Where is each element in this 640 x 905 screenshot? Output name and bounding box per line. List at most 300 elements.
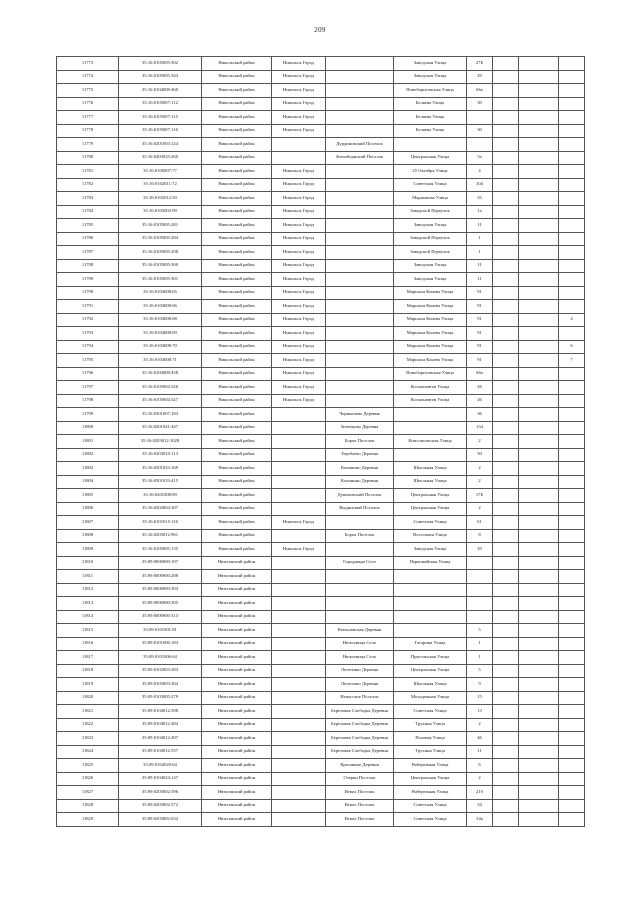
settlement-cell <box>326 340 394 354</box>
table-row <box>57 502 585 516</box>
flat-cell <box>559 583 585 597</box>
city-cell <box>272 678 326 692</box>
extra-cell <box>519 610 559 624</box>
table-row <box>57 84 585 98</box>
table-row <box>57 273 585 287</box>
flat-cell <box>559 489 585 503</box>
table-row <box>57 610 585 624</box>
house-cell: 2 <box>467 772 493 786</box>
district-cell: Никольский район <box>202 327 272 341</box>
house-cell: 104 <box>467 178 493 192</box>
district-cell: Никольский район <box>202 70 272 84</box>
cadastral-number-cell: 35:16:0104008:65 <box>119 286 202 300</box>
settlement-cell <box>326 313 394 327</box>
extra-cell <box>519 772 559 786</box>
extra-cell <box>519 273 559 287</box>
extra-cell <box>519 624 559 638</box>
record-number-cell: 11808 <box>57 529 119 543</box>
building-cell <box>493 313 519 327</box>
building-cell <box>493 745 519 759</box>
flat-cell <box>559 408 585 422</box>
table-row <box>57 340 585 354</box>
house-cell: 1 <box>467 232 493 246</box>
city-cell <box>272 448 326 462</box>
flat-cell <box>559 165 585 179</box>
district-cell: Нюксенский район <box>202 786 272 800</box>
cadastral-number-cell: 35:09:0104024:147 <box>119 772 202 786</box>
extra-cell <box>519 691 559 705</box>
flat-cell <box>559 624 585 638</box>
extra-cell <box>519 516 559 530</box>
building-cell <box>493 259 519 273</box>
street-cell: Набережная Улица <box>394 786 467 800</box>
street-cell: Беляева Улица <box>394 124 467 138</box>
settlement-cell <box>326 273 394 287</box>
record-number-cell: 11804 <box>57 475 119 489</box>
extra-cell <box>519 97 559 111</box>
table-row <box>57 705 585 719</box>
settlement-cell <box>326 610 394 624</box>
city-cell <box>272 651 326 665</box>
building-cell <box>493 57 519 71</box>
extra-cell <box>519 178 559 192</box>
district-cell: Никольский район <box>202 367 272 381</box>
settlement-cell: Нюксеница Село <box>326 651 394 665</box>
city-cell <box>272 151 326 165</box>
record-number-cell: 11780 <box>57 151 119 165</box>
city-cell: Никольск Город <box>272 70 326 84</box>
street-cell: Советская Улица <box>394 705 467 719</box>
extra-cell <box>519 57 559 71</box>
extra-cell <box>519 502 559 516</box>
flat-cell <box>559 543 585 557</box>
record-number-cell: 11795 <box>57 354 119 368</box>
street-cell: Заводской Переулок <box>394 232 467 246</box>
extra-cell <box>519 732 559 746</box>
flat-cell <box>559 138 585 152</box>
extra-cell <box>519 286 559 300</box>
settlement-cell <box>326 57 394 71</box>
house-cell: 9 <box>467 678 493 692</box>
building-cell <box>493 664 519 678</box>
flat-cell <box>559 435 585 449</box>
city-cell <box>272 475 326 489</box>
record-number-cell: 11791 <box>57 300 119 314</box>
record-number-cell: 11823 <box>57 732 119 746</box>
street-cell: Центральная Улица <box>394 489 467 503</box>
building-cell <box>493 151 519 165</box>
cadastral-number-cell: 35:16:0103003:99 <box>119 205 202 219</box>
extra-cell <box>519 799 559 813</box>
extra-cell <box>519 84 559 98</box>
registry-table <box>56 56 585 827</box>
cadastral-number-cell: 35:09:0000000:305 <box>119 597 202 611</box>
city-cell <box>272 813 326 827</box>
settlement-cell <box>326 381 394 395</box>
table-row <box>57 489 585 503</box>
settlement-cell <box>326 192 394 206</box>
city-cell: Никольск Город <box>272 124 326 138</box>
district-cell: Никольский район <box>202 489 272 503</box>
house-cell: 2 <box>467 475 493 489</box>
flat-cell <box>559 259 585 273</box>
cadastral-number-cell: 35:16:0105007:116 <box>119 124 202 138</box>
street-cell: Советская Улица <box>394 516 467 530</box>
building-cell <box>493 435 519 449</box>
house-cell: 4 <box>467 165 493 179</box>
settlement-cell <box>326 300 394 314</box>
record-number-cell: 11811 <box>57 570 119 584</box>
house-cell <box>467 138 493 152</box>
district-cell: Никольский район <box>202 529 272 543</box>
table-row <box>57 192 585 206</box>
building-cell <box>493 759 519 773</box>
extra-cell <box>519 678 559 692</box>
city-cell: Никольск Город <box>272 57 326 71</box>
city-cell: Никольск Город <box>272 259 326 273</box>
record-number-cell: 11778 <box>57 124 119 138</box>
street-cell: Космонавтов Улица <box>394 394 467 408</box>
record-number-cell: 11813 <box>57 597 119 611</box>
district-cell: Никольский район <box>202 340 272 354</box>
settlement-cell: Игмас Поселок <box>326 813 394 827</box>
street-cell: Маршала Конева Улица <box>394 340 467 354</box>
house-cell: 5а <box>467 151 493 165</box>
house-cell <box>467 570 493 584</box>
extra-cell <box>519 354 559 368</box>
district-cell: Никольский район <box>202 462 272 476</box>
extra-cell <box>519 408 559 422</box>
district-cell: Никольский район <box>202 273 272 287</box>
house-cell: 26 <box>467 381 493 395</box>
street-cell: Заводская Улица <box>394 219 467 233</box>
extra-cell <box>519 813 559 827</box>
city-cell <box>272 408 326 422</box>
street-cell <box>394 448 467 462</box>
record-number-cell: 11802 <box>57 448 119 462</box>
city-cell <box>272 705 326 719</box>
cadastral-number-cell: 35:16:0105004:326 <box>119 381 202 395</box>
district-cell: Нюксенский район <box>202 624 272 638</box>
building-cell <box>493 165 519 179</box>
house-cell: 1 <box>467 637 493 651</box>
table-row <box>57 718 585 732</box>
street-cell: 25 Октября Улица <box>394 165 467 179</box>
table-row <box>57 516 585 530</box>
cadastral-number-cell: 35:16:0105005:135 <box>119 543 202 557</box>
settlement-cell: Городищна Село <box>326 556 394 570</box>
house-cell: 34а <box>467 813 493 827</box>
building-cell <box>493 516 519 530</box>
record-number-cell: 11777 <box>57 111 119 125</box>
record-number-cell: 11827 <box>57 786 119 800</box>
district-cell: Никольский район <box>202 435 272 449</box>
flat-cell <box>559 381 585 395</box>
building-cell <box>493 205 519 219</box>
record-number-cell: 11800 <box>57 421 119 435</box>
city-cell: Никольск Город <box>272 313 326 327</box>
house-cell: 5 <box>467 664 493 678</box>
building-cell <box>493 300 519 314</box>
building-cell <box>493 705 519 719</box>
flat-cell <box>559 705 585 719</box>
record-number-cell: 11819 <box>57 678 119 692</box>
building-cell <box>493 637 519 651</box>
district-cell: Никольский район <box>202 543 272 557</box>
record-number-cell: 11798 <box>57 394 119 408</box>
building-cell <box>493 772 519 786</box>
house-cell <box>467 597 493 611</box>
house-cell: 29 <box>467 543 493 557</box>
city-cell: Никольск Город <box>272 111 326 125</box>
settlement-cell <box>326 286 394 300</box>
street-cell: Пристанская Улица <box>394 651 467 665</box>
record-number-cell: 11792 <box>57 313 119 327</box>
street-cell: Школьная Улица <box>394 678 467 692</box>
house-cell: 6 <box>467 759 493 773</box>
building-cell <box>493 651 519 665</box>
record-number-cell: 11828 <box>57 799 119 813</box>
table-row <box>57 381 585 395</box>
house-cell: 21б <box>467 786 493 800</box>
settlement-cell: Зеленцово Деревня <box>326 421 394 435</box>
settlement-cell: Березовая Слободка Деревня <box>326 732 394 746</box>
record-number-cell: 11784 <box>57 205 119 219</box>
flat-cell <box>559 246 585 260</box>
district-cell: Нюксенский район <box>202 813 272 827</box>
table-row <box>57 462 585 476</box>
table-row <box>57 394 585 408</box>
settlement-cell: Игмас Поселок <box>326 799 394 813</box>
record-number-cell: 11814 <box>57 610 119 624</box>
extra-cell <box>519 489 559 503</box>
settlement-cell <box>326 259 394 273</box>
flat-cell <box>559 556 585 570</box>
table-row <box>57 732 585 746</box>
building-cell <box>493 610 519 624</box>
house-cell: 34 <box>467 799 493 813</box>
house-cell: 36 <box>467 408 493 422</box>
extra-cell <box>519 583 559 597</box>
city-cell <box>272 718 326 732</box>
table-row <box>57 435 585 449</box>
street-cell <box>394 583 467 597</box>
building-cell <box>493 462 519 476</box>
street-cell: Беляева Улица <box>394 97 467 111</box>
flat-cell <box>559 219 585 233</box>
extra-cell <box>519 300 559 314</box>
settlement-cell: Дуниловский Поселок <box>326 489 394 503</box>
cadastral-number-cell: 35:09:0101001:81 <box>119 624 202 638</box>
city-cell <box>272 502 326 516</box>
settlement-cell <box>326 583 394 597</box>
table-row <box>57 529 585 543</box>
street-cell: Советская Улица <box>394 799 467 813</box>
record-number-cell: 11829 <box>57 813 119 827</box>
building-cell <box>493 327 519 341</box>
street-cell <box>394 408 467 422</box>
cadastral-number-cell: 35:16:0101015:116 <box>119 516 202 530</box>
extra-cell <box>519 205 559 219</box>
building-cell <box>493 448 519 462</box>
record-number-cell: 11803 <box>57 462 119 476</box>
city-cell <box>272 759 326 773</box>
house-cell: 50 <box>467 448 493 462</box>
cadastral-number-cell: 35:16:0104008:68 <box>119 313 202 327</box>
cadastral-number-cell: 35:16:0105005:343 <box>119 70 202 84</box>
record-number-cell: 11824 <box>57 745 119 759</box>
house-cell: 91 <box>467 300 493 314</box>
house-cell: 134 <box>467 421 493 435</box>
flat-cell <box>559 192 585 206</box>
settlement-cell <box>326 111 394 125</box>
table-row <box>57 651 585 665</box>
house-cell: 91 <box>467 327 493 341</box>
table-row <box>57 475 585 489</box>
street-cell: Маршакова Улица <box>394 192 467 206</box>
flat-cell <box>559 327 585 341</box>
extra-cell <box>519 165 559 179</box>
city-cell: Никольск Город <box>272 178 326 192</box>
extra-cell <box>519 651 559 665</box>
record-number-cell: 11797 <box>57 381 119 395</box>
flat-cell <box>559 84 585 98</box>
flat-cell <box>559 421 585 435</box>
cadastral-number-cell: 35:16:0100007:77 <box>119 165 202 179</box>
house-cell: 27Б <box>467 57 493 71</box>
house-cell: 13 <box>467 705 493 719</box>
house-cell <box>467 111 493 125</box>
house-cell: 1а <box>467 205 493 219</box>
city-cell: Никольск Город <box>272 219 326 233</box>
cadastral-number-cell: 35:16:0104008:71 <box>119 354 202 368</box>
cadastral-number-cell: 35:09:0104029:64 <box>119 759 202 773</box>
street-cell: Заводская Улица <box>394 543 467 557</box>
settlement-cell <box>326 219 394 233</box>
street-cell: Маршала Конева Улица <box>394 313 467 327</box>
extra-cell <box>519 151 559 165</box>
city-cell <box>272 772 326 786</box>
record-number-cell: 11810 <box>57 556 119 570</box>
cadastral-number-cell: 35:16:0105004:327 <box>119 394 202 408</box>
table-row <box>57 556 585 570</box>
building-cell <box>493 97 519 111</box>
record-number-cell: 11809 <box>57 543 119 557</box>
settlement-cell: Березовая Слободка Деревня <box>326 705 394 719</box>
table-row <box>57 637 585 651</box>
district-cell: Никольский район <box>202 138 272 152</box>
extra-cell <box>519 462 559 476</box>
table-row <box>57 232 585 246</box>
street-cell: Новоборисовская Улица <box>394 367 467 381</box>
house-cell: 30 <box>467 97 493 111</box>
building-cell <box>493 219 519 233</box>
extra-cell <box>519 637 559 651</box>
extra-cell <box>519 246 559 260</box>
house-cell: 2 <box>467 462 493 476</box>
house-cell: 5 <box>467 624 493 638</box>
record-number-cell: 11816 <box>57 637 119 651</box>
flat-cell <box>559 57 585 71</box>
flat-cell <box>559 97 585 111</box>
district-cell: Никольский район <box>202 394 272 408</box>
table-row <box>57 597 585 611</box>
city-cell <box>272 745 326 759</box>
record-number-cell: 11826 <box>57 772 119 786</box>
flat-cell: 4 <box>559 313 585 327</box>
city-cell: Никольск Город <box>272 84 326 98</box>
house-cell: 11 <box>467 745 493 759</box>
table-row <box>57 97 585 111</box>
district-cell: Нюксенский район <box>202 556 272 570</box>
district-cell: Никольский район <box>202 219 272 233</box>
district-cell: Никольский район <box>202 475 272 489</box>
building-cell <box>493 367 519 381</box>
settlement-cell <box>326 124 394 138</box>
table-row <box>57 111 585 125</box>
building-cell <box>493 583 519 597</box>
settlement-cell: Копыловская Деревня <box>326 624 394 638</box>
district-cell: Никольский район <box>202 57 272 71</box>
district-cell: Нюксенский район <box>202 745 272 759</box>
settlement-cell <box>326 246 394 260</box>
building-cell <box>493 111 519 125</box>
building-cell <box>493 394 519 408</box>
cadastral-number-cell: 35:16:0201041:447 <box>119 421 202 435</box>
city-cell: Никольск Город <box>272 205 326 219</box>
settlement-cell: Красавино Деревня <box>326 759 394 773</box>
street-cell: Полевая Улица <box>394 732 467 746</box>
cadastral-number-cell: 35:09:0203002:596 <box>119 786 202 800</box>
cadastral-number-cell: 35:09:0000000:288 <box>119 570 202 584</box>
street-cell: Набережная Улица <box>394 759 467 773</box>
cadastral-number-cell: 35:09:0103003:304 <box>119 678 202 692</box>
record-number-cell: 11786 <box>57 232 119 246</box>
building-cell <box>493 408 519 422</box>
building-cell <box>493 597 519 611</box>
flat-cell <box>559 678 585 692</box>
district-cell: Никольский район <box>202 124 272 138</box>
record-number-cell: 11807 <box>57 516 119 530</box>
record-number-cell: 11783 <box>57 192 119 206</box>
district-cell: Никольский район <box>202 178 272 192</box>
building-cell <box>493 178 519 192</box>
street-cell <box>394 570 467 584</box>
flat-cell <box>559 718 585 732</box>
table-row <box>57 799 585 813</box>
flat-cell <box>559 367 585 381</box>
flat-cell <box>559 813 585 827</box>
house-cell: 91 <box>467 313 493 327</box>
flat-cell <box>559 286 585 300</box>
extra-cell <box>519 367 559 381</box>
cadastral-number-cell: 35:16:0201008:89 <box>119 489 202 503</box>
cadastral-number-cell: 35:16:0105007:115 <box>119 111 202 125</box>
street-cell: Школьная Улица <box>394 462 467 476</box>
house-cell: 11 <box>467 273 493 287</box>
city-cell: Никольск Город <box>272 354 326 368</box>
district-cell: Нюксенский район <box>202 597 272 611</box>
city-cell: Никольск Город <box>272 165 326 179</box>
settlement-cell <box>326 178 394 192</box>
cadastral-number-cell: 35:09:0104012:398 <box>119 705 202 719</box>
house-cell: 11 <box>467 219 493 233</box>
page-number: 209 <box>314 26 326 34</box>
settlement-cell <box>326 570 394 584</box>
table-row <box>57 178 585 192</box>
building-cell <box>493 340 519 354</box>
building-cell <box>493 502 519 516</box>
